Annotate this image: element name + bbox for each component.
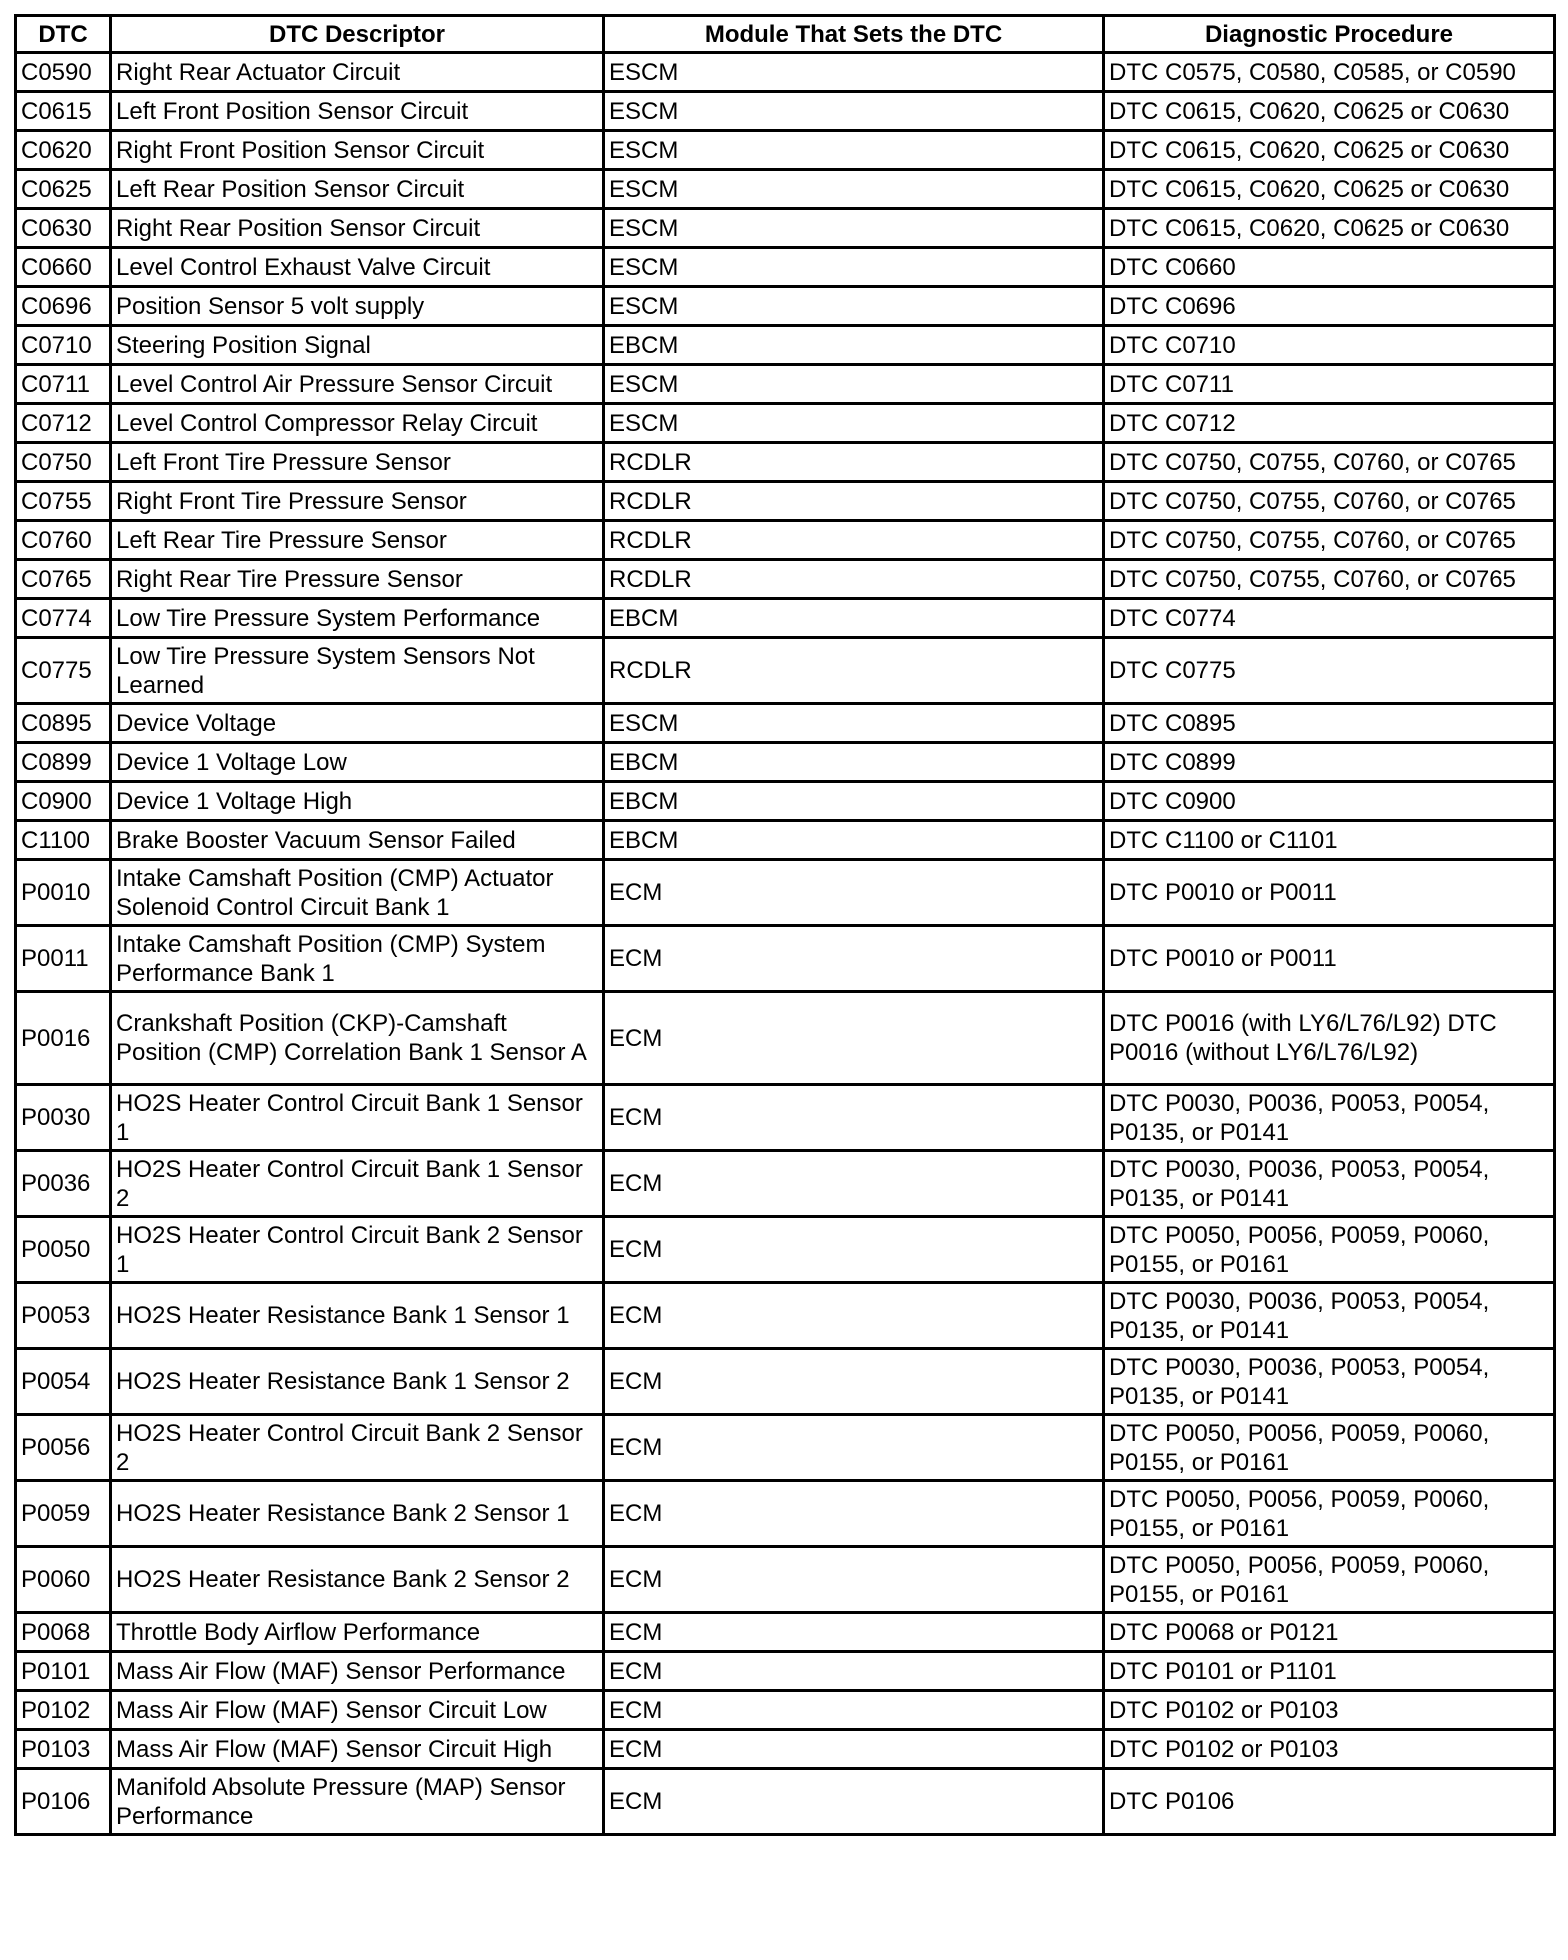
dtc-descriptor-cell: Right Front Position Sensor Circuit [111, 131, 604, 170]
dtc-code-cell: C0774 [16, 599, 111, 638]
dtc-code-cell: C0660 [16, 248, 111, 287]
procedure-cell: DTC P0050, P0056, P0059, P0060, P0155, or P0161 [1104, 1481, 1555, 1547]
dtc-code-cell: C0765 [16, 560, 111, 599]
dtc-descriptor-cell: Left Rear Tire Pressure Sensor [111, 521, 604, 560]
dtc-code-cell: C0750 [16, 443, 111, 482]
procedure-cell: DTC C0774 [1104, 599, 1555, 638]
dtc-descriptor-cell: Mass Air Flow (MAF) Sensor Circuit High [111, 1730, 604, 1769]
table-row [16, 521, 1555, 560]
dtc-code-cell: C0625 [16, 170, 111, 209]
dtc-descriptor-cell: HO2S Heater Control Circuit Bank 2 Sensor 2 [111, 1415, 604, 1481]
procedure-cell: DTC P0030, P0036, P0053, P0054, P0135, or P0141 [1104, 1151, 1555, 1217]
dtc-descriptor-cell: HO2S Heater Resistance Bank 2 Sensor 2 [111, 1547, 604, 1613]
dtc-descriptor-cell: HO2S Heater Control Circuit Bank 2 Sensor 1 [111, 1217, 604, 1283]
procedure-cell: DTC C0710 [1104, 326, 1555, 365]
module-cell: ECM [604, 1691, 1104, 1730]
dtc-code-cell: C0899 [16, 743, 111, 782]
dtc-code-cell: P0068 [16, 1613, 111, 1652]
dtc-descriptor-cell: Intake Camshaft Position (CMP) System Performance Bank 1 [111, 926, 604, 992]
procedure-cell: DTC C0899 [1104, 743, 1555, 782]
procedure-cell: DTC P0016 (with LY6/L76/L92) DTC P0016 (without LY6/L76/L92) [1104, 992, 1555, 1085]
procedure-cell: DTC P0050, P0056, P0059, P0060, P0155, or P0161 [1104, 1217, 1555, 1283]
table-row [16, 782, 1555, 821]
header-module: Module That Sets the DTC [604, 16, 1104, 53]
table-row [16, 287, 1555, 326]
module-cell: RCDLR [604, 482, 1104, 521]
dtc-code-cell: P0010 [16, 860, 111, 926]
dtc-code-cell: C0696 [16, 287, 111, 326]
table-row [16, 1415, 1555, 1481]
procedure-cell: DTC P0068 or P0121 [1104, 1613, 1555, 1652]
procedure-cell: DTC C0750, C0755, C0760, or C0765 [1104, 560, 1555, 599]
procedure-cell: DTC C0750, C0755, C0760, or C0765 [1104, 443, 1555, 482]
dtc-code-cell: P0056 [16, 1415, 111, 1481]
procedure-cell: DTC C0900 [1104, 782, 1555, 821]
procedure-cell: DTC P0102 or P0103 [1104, 1730, 1555, 1769]
dtc-code-cell: P0053 [16, 1283, 111, 1349]
table-row [16, 1085, 1555, 1151]
module-cell: ECM [604, 992, 1104, 1085]
module-cell: EBCM [604, 782, 1104, 821]
procedure-cell: DTC C0775 [1104, 638, 1555, 704]
module-cell: EBCM [604, 326, 1104, 365]
dtc-code-cell: P0011 [16, 926, 111, 992]
procedure-cell: DTC P0030, P0036, P0053, P0054, P0135, or P0141 [1104, 1349, 1555, 1415]
dtc-code-cell: C0755 [16, 482, 111, 521]
procedure-cell: DTC C0750, C0755, C0760, or C0765 [1104, 521, 1555, 560]
table-row [16, 1769, 1555, 1835]
table-row [16, 482, 1555, 521]
table-row [16, 404, 1555, 443]
dtc-code-cell: C0895 [16, 704, 111, 743]
table-row [16, 1217, 1555, 1283]
dtc-descriptor-cell: Level Control Exhaust Valve Circuit [111, 248, 604, 287]
dtc-descriptor-cell: Left Front Position Sensor Circuit [111, 92, 604, 131]
dtc-descriptor-cell: Crankshaft Position (CKP)-Camshaft Position (CMP) Correlation Bank 1 Sensor A [111, 992, 604, 1085]
table-row [16, 704, 1555, 743]
procedure-cell: DTC P0102 or P0103 [1104, 1691, 1555, 1730]
table-row [16, 743, 1555, 782]
dtc-code-cell: C0775 [16, 638, 111, 704]
module-cell: EBCM [604, 743, 1104, 782]
table-row [16, 326, 1555, 365]
module-cell: ESCM [604, 248, 1104, 287]
dtc-descriptor-cell: Right Rear Tire Pressure Sensor [111, 560, 604, 599]
dtc-descriptor-cell: Manifold Absolute Pressure (MAP) Sensor Performance [111, 1769, 604, 1835]
dtc-code-cell: P0103 [16, 1730, 111, 1769]
table-row [16, 560, 1555, 599]
procedure-cell: DTC C0895 [1104, 704, 1555, 743]
table-row [16, 860, 1555, 926]
procedure-cell: DTC P0101 or P1101 [1104, 1652, 1555, 1691]
dtc-code-cell: P0106 [16, 1769, 111, 1835]
table-row [16, 92, 1555, 131]
module-cell: ESCM [604, 287, 1104, 326]
table-row [16, 170, 1555, 209]
procedure-cell: DTC C0615, C0620, C0625 or C0630 [1104, 92, 1555, 131]
dtc-code-cell: C0620 [16, 131, 111, 170]
module-cell: RCDLR [604, 521, 1104, 560]
header-dtc-descriptor: DTC Descriptor [111, 16, 604, 53]
table-row [16, 1691, 1555, 1730]
table-row [16, 638, 1555, 704]
module-cell: EBCM [604, 821, 1104, 860]
dtc-code-cell: P0054 [16, 1349, 111, 1415]
dtc-code-cell: C0630 [16, 209, 111, 248]
module-cell: RCDLR [604, 443, 1104, 482]
dtc-code-cell: C0615 [16, 92, 111, 131]
dtc-table-container [14, 14, 1553, 1836]
dtc-descriptor-cell: Left Front Tire Pressure Sensor [111, 443, 604, 482]
module-cell: ECM [604, 860, 1104, 926]
table-row [16, 131, 1555, 170]
procedure-cell: DTC C0750, C0755, C0760, or C0765 [1104, 482, 1555, 521]
procedure-cell: DTC C0696 [1104, 287, 1555, 326]
dtc-code-cell: P0060 [16, 1547, 111, 1613]
module-cell: ECM [604, 1652, 1104, 1691]
dtc-code-cell: C0711 [16, 365, 111, 404]
header-dtc: DTC [16, 16, 111, 53]
dtc-code-cell: P0101 [16, 1652, 111, 1691]
table-row [16, 599, 1555, 638]
module-cell: ESCM [604, 92, 1104, 131]
procedure-cell: DTC C0615, C0620, C0625 or C0630 [1104, 209, 1555, 248]
module-cell: ESCM [604, 404, 1104, 443]
dtc-descriptor-cell: Brake Booster Vacuum Sensor Failed [111, 821, 604, 860]
table-row [16, 1613, 1555, 1652]
dtc-descriptor-cell: Right Rear Actuator Circuit [111, 53, 604, 92]
table-row [16, 209, 1555, 248]
table-row [16, 821, 1555, 860]
procedure-cell: DTC P0030, P0036, P0053, P0054, P0135, or P0141 [1104, 1283, 1555, 1349]
dtc-descriptor-cell: HO2S Heater Resistance Bank 2 Sensor 1 [111, 1481, 604, 1547]
table-row [16, 1652, 1555, 1691]
dtc-descriptor-cell: Device Voltage [111, 704, 604, 743]
dtc-code-cell: P0102 [16, 1691, 111, 1730]
table-row [16, 365, 1555, 404]
header-diagnostic-procedure: Diagnostic Procedure [1104, 16, 1555, 53]
dtc-descriptor-cell: Position Sensor 5 volt supply [111, 287, 604, 326]
dtc-code-cell: C0760 [16, 521, 111, 560]
table-row [16, 1547, 1555, 1613]
procedure-cell: DTC C0615, C0620, C0625 or C0630 [1104, 131, 1555, 170]
module-cell: ESCM [604, 365, 1104, 404]
procedure-cell: DTC P0010 or P0011 [1104, 860, 1555, 926]
dtc-descriptor-cell: Mass Air Flow (MAF) Sensor Circuit Low [111, 1691, 604, 1730]
dtc-descriptor-cell: Device 1 Voltage High [111, 782, 604, 821]
dtc-descriptor-cell: Level Control Air Pressure Sensor Circuit [111, 365, 604, 404]
procedure-cell: DTC P0050, P0056, P0059, P0060, P0155, or P0161 [1104, 1415, 1555, 1481]
procedure-cell: DTC C1100 or C1101 [1104, 821, 1555, 860]
table-row [16, 992, 1555, 1085]
table-row [16, 53, 1555, 92]
dtc-descriptor-cell: Low Tire Pressure System Performance [111, 599, 604, 638]
dtc-code-cell: C1100 [16, 821, 111, 860]
procedure-cell: DTC P0030, P0036, P0053, P0054, P0135, or P0141 [1104, 1085, 1555, 1151]
module-cell: ECM [604, 1769, 1104, 1835]
dtc-code-cell: C0710 [16, 326, 111, 365]
module-cell: ECM [604, 1217, 1104, 1283]
dtc-descriptor-cell: Steering Position Signal [111, 326, 604, 365]
dtc-descriptor-cell: Right Rear Position Sensor Circuit [111, 209, 604, 248]
module-cell: ESCM [604, 131, 1104, 170]
procedure-cell: DTC C0711 [1104, 365, 1555, 404]
dtc-descriptor-cell: Level Control Compressor Relay Circuit [111, 404, 604, 443]
module-cell: ECM [604, 926, 1104, 992]
module-cell: ECM [604, 1730, 1104, 1769]
module-cell: RCDLR [604, 560, 1104, 599]
dtc-code-cell: P0036 [16, 1151, 111, 1217]
table-row [16, 1730, 1555, 1769]
module-cell: ECM [604, 1613, 1104, 1652]
dtc-descriptor-cell: Right Front Tire Pressure Sensor [111, 482, 604, 521]
table-row [16, 1151, 1555, 1217]
module-cell: ECM [604, 1415, 1104, 1481]
dtc-descriptor-cell: Mass Air Flow (MAF) Sensor Performance [111, 1652, 604, 1691]
module-cell: ECM [604, 1349, 1104, 1415]
procedure-cell: DTC P0050, P0056, P0059, P0060, P0155, or P0161 [1104, 1547, 1555, 1613]
module-cell: ESCM [604, 170, 1104, 209]
procedure-cell: DTC C0575, C0580, C0585, or C0590 [1104, 53, 1555, 92]
table-row [16, 248, 1555, 287]
dtc-descriptor-cell: HO2S Heater Resistance Bank 1 Sensor 2 [111, 1349, 604, 1415]
table-body [16, 53, 1555, 1835]
dtc-code-cell: C0900 [16, 782, 111, 821]
module-cell: ESCM [604, 53, 1104, 92]
table-header-row [16, 16, 1555, 53]
procedure-cell: DTC C0615, C0620, C0625 or C0630 [1104, 170, 1555, 209]
module-cell: RCDLR [604, 638, 1104, 704]
procedure-cell: DTC C0660 [1104, 248, 1555, 287]
table-row [16, 1283, 1555, 1349]
module-cell: ECM [604, 1151, 1104, 1217]
dtc-descriptor-cell: HO2S Heater Control Circuit Bank 1 Sensor 1 [111, 1085, 604, 1151]
dtc-code-cell: P0016 [16, 992, 111, 1085]
dtc-descriptor-cell: Left Rear Position Sensor Circuit [111, 170, 604, 209]
module-cell: ECM [604, 1547, 1104, 1613]
table-row [16, 926, 1555, 992]
dtc-code-cell: P0050 [16, 1217, 111, 1283]
dtc-descriptor-cell: Throttle Body Airflow Performance [111, 1613, 604, 1652]
dtc-descriptor-cell: Low Tire Pressure System Sensors Not Learned [111, 638, 604, 704]
dtc-descriptor-cell: HO2S Heater Control Circuit Bank 1 Sensor 2 [111, 1151, 604, 1217]
dtc-code-cell: C0590 [16, 53, 111, 92]
table-row [16, 443, 1555, 482]
dtc-table [14, 14, 1556, 1836]
dtc-code-cell: P0030 [16, 1085, 111, 1151]
module-cell: ECM [604, 1283, 1104, 1349]
dtc-code-cell: P0059 [16, 1481, 111, 1547]
procedure-cell: DTC P0106 [1104, 1769, 1555, 1835]
module-cell: ECM [604, 1481, 1104, 1547]
procedure-cell: DTC P0010 or P0011 [1104, 926, 1555, 992]
procedure-cell: DTC C0712 [1104, 404, 1555, 443]
module-cell: EBCM [604, 599, 1104, 638]
dtc-code-cell: C0712 [16, 404, 111, 443]
table-row [16, 1349, 1555, 1415]
module-cell: ESCM [604, 209, 1104, 248]
table-row [16, 1481, 1555, 1547]
module-cell: ECM [604, 1085, 1104, 1151]
dtc-descriptor-cell: HO2S Heater Resistance Bank 1 Sensor 1 [111, 1283, 604, 1349]
module-cell: ESCM [604, 704, 1104, 743]
dtc-descriptor-cell: Device 1 Voltage Low [111, 743, 604, 782]
dtc-descriptor-cell: Intake Camshaft Position (CMP) Actuator Solenoid Control Circuit Bank 1 [111, 860, 604, 926]
